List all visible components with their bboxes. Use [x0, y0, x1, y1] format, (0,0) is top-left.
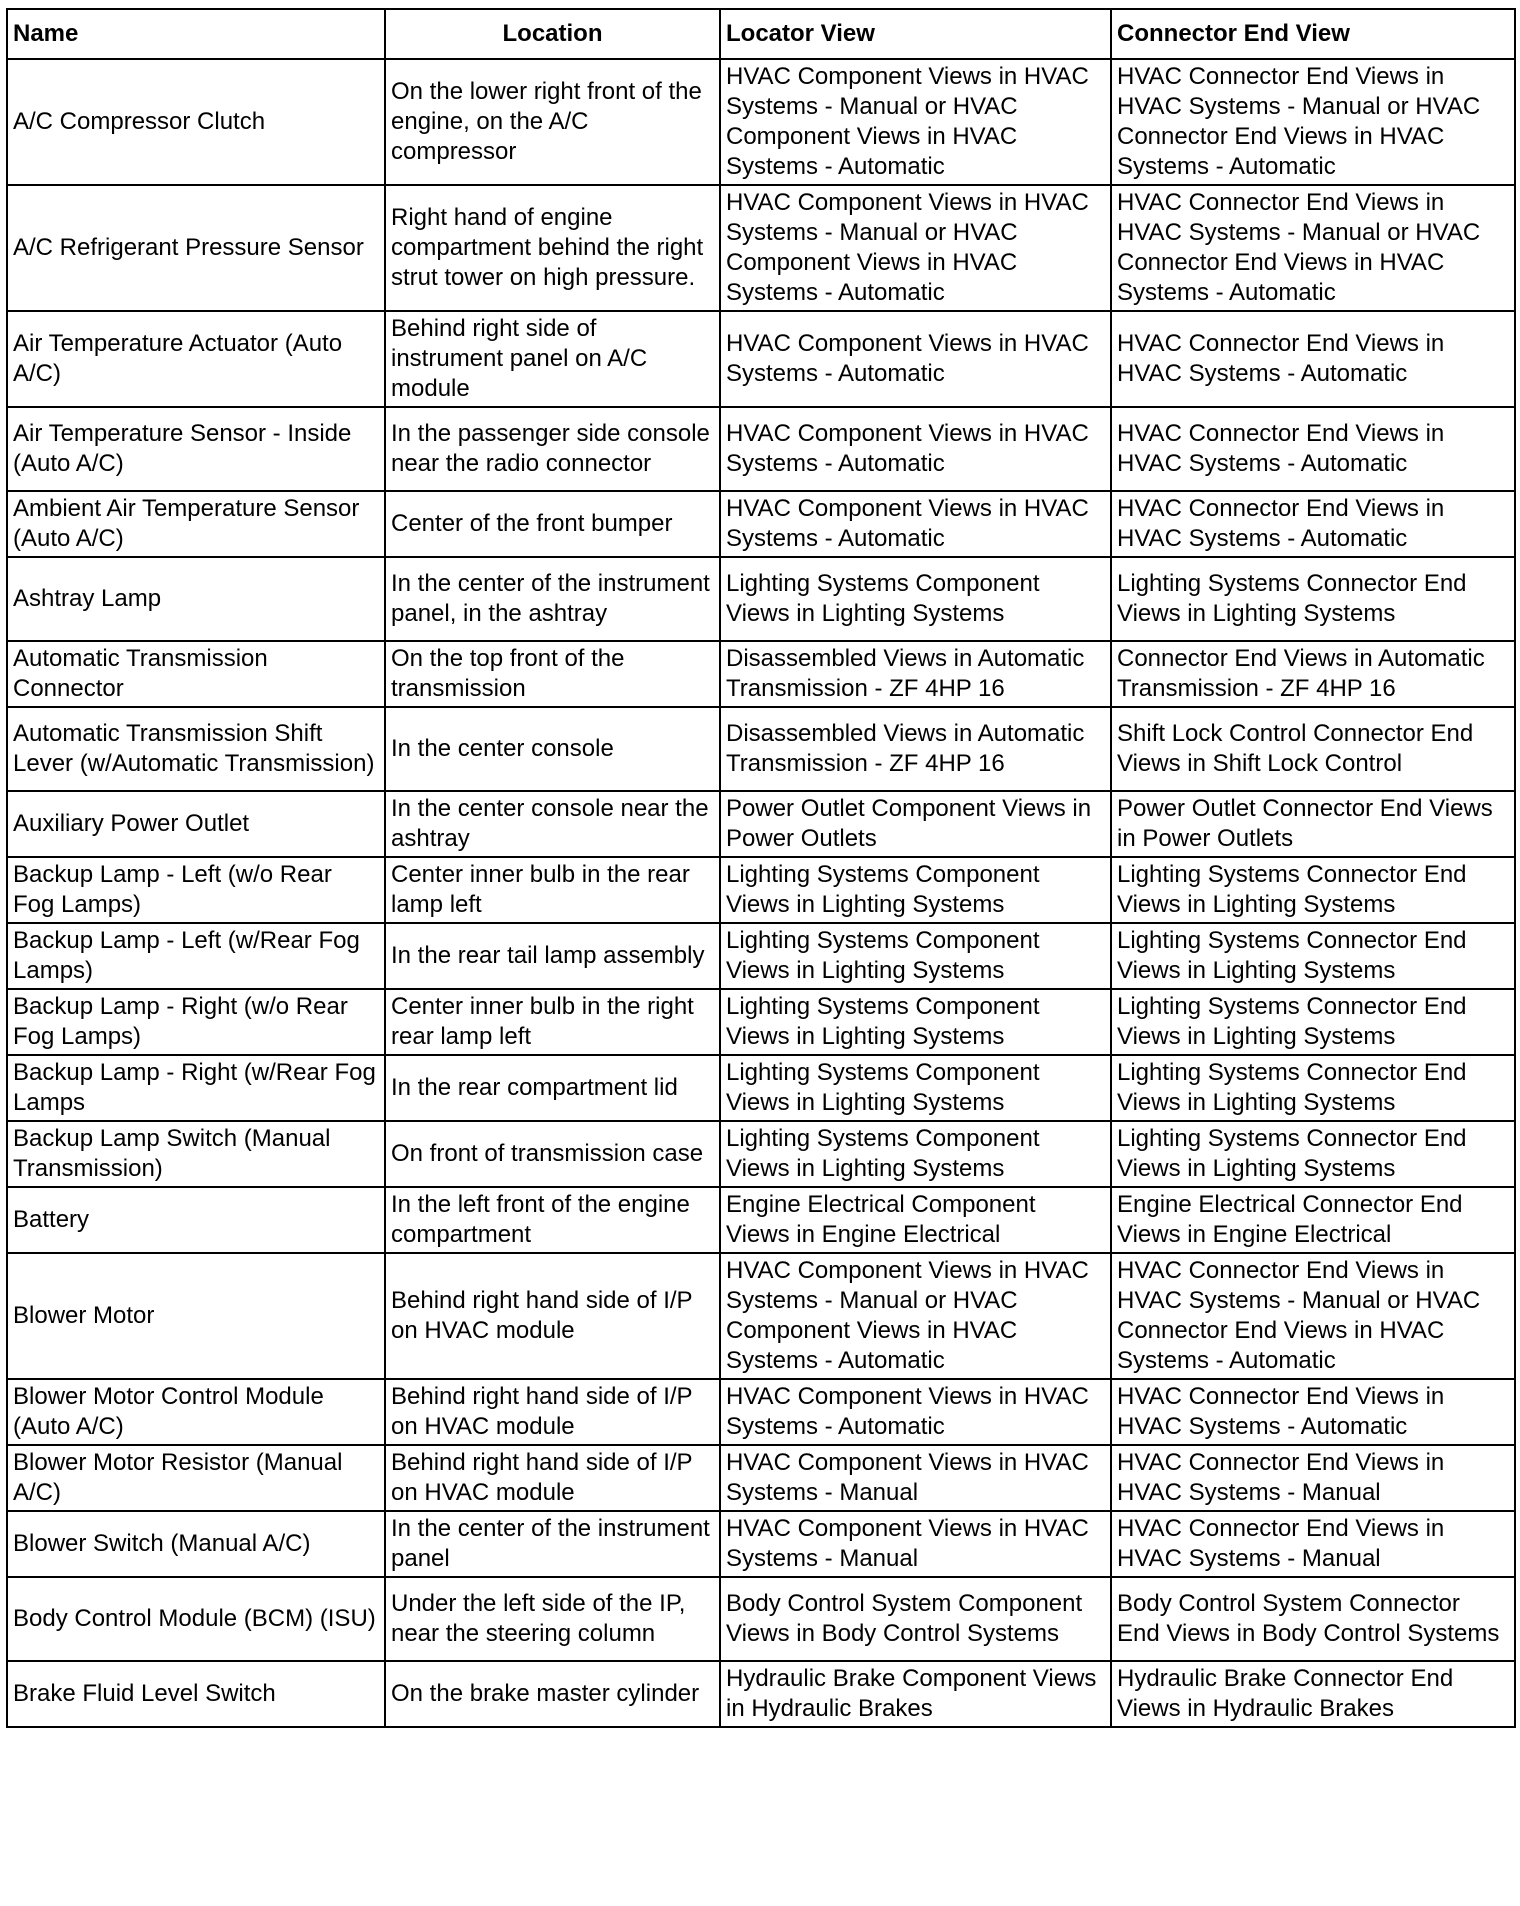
cell-locator-view: Lighting Systems Component Views in Lighting Systems	[720, 989, 1111, 1055]
header-connector-end-view: Connector End View	[1111, 9, 1515, 59]
cell-location: In the center console	[385, 707, 720, 791]
cell-name: Backup Lamp Switch (Manual Transmission)	[7, 1121, 385, 1187]
cell-locator-view: Engine Electrical Component Views in Engine Electrical	[720, 1187, 1111, 1253]
table-row	[7, 1121, 1515, 1187]
table-row	[7, 1661, 1515, 1727]
cell-connector-end-view: HVAC Connector End Views in HVAC Systems - Manual or HVAC Connector End Views in HVAC Systems - Automatic	[1111, 59, 1515, 185]
cell-locator-view: Lighting Systems Component Views in Lighting Systems	[720, 1055, 1111, 1121]
cell-connector-end-view: HVAC Connector End Views in HVAC Systems - Manual or HVAC Connector End Views in HVAC Systems - Automatic	[1111, 185, 1515, 311]
cell-connector-end-view: Lighting Systems Connector End Views in Lighting Systems	[1111, 923, 1515, 989]
table-row	[7, 59, 1515, 185]
cell-connector-end-view: Engine Electrical Connector End Views in Engine Electrical	[1111, 1187, 1515, 1253]
cell-name: Blower Motor	[7, 1253, 385, 1379]
cell-connector-end-view: HVAC Connector End Views in HVAC Systems - Automatic	[1111, 1379, 1515, 1445]
cell-location: Center of the front bumper	[385, 491, 720, 557]
cell-locator-view: Lighting Systems Component Views in Lighting Systems	[720, 557, 1111, 641]
cell-location: Center inner bulb in the rear lamp left	[385, 857, 720, 923]
header-locator-view: Locator View	[720, 9, 1111, 59]
cell-connector-end-view: Shift Lock Control Connector End Views in Shift Lock Control	[1111, 707, 1515, 791]
component-locator-table	[6, 8, 1516, 1728]
table-row	[7, 491, 1515, 557]
table-row	[7, 1187, 1515, 1253]
cell-name: Air Temperature Actuator (Auto A/C)	[7, 311, 385, 407]
cell-name: Battery	[7, 1187, 385, 1253]
cell-locator-view: HVAC Component Views in HVAC Systems - Manual	[720, 1445, 1111, 1511]
cell-location: On front of transmission case	[385, 1121, 720, 1187]
table-row	[7, 557, 1515, 641]
cell-locator-view: Lighting Systems Component Views in Lighting Systems	[720, 857, 1111, 923]
cell-location: On the top front of the transmission	[385, 641, 720, 707]
cell-name: Blower Motor Resistor (Manual A/C)	[7, 1445, 385, 1511]
table-row	[7, 1577, 1515, 1661]
table-row	[7, 1379, 1515, 1445]
cell-name: Backup Lamp - Right (w/Rear Fog Lamps	[7, 1055, 385, 1121]
cell-connector-end-view: HVAC Connector End Views in HVAC Systems - Manual	[1111, 1511, 1515, 1577]
cell-connector-end-view: HVAC Connector End Views in HVAC Systems - Automatic	[1111, 491, 1515, 557]
cell-locator-view: Disassembled Views in Automatic Transmission - ZF 4HP 16	[720, 707, 1111, 791]
cell-locator-view: Lighting Systems Component Views in Lighting Systems	[720, 1121, 1111, 1187]
cell-locator-view: Hydraulic Brake Component Views in Hydraulic Brakes	[720, 1661, 1111, 1727]
cell-location: In the rear tail lamp assembly	[385, 923, 720, 989]
cell-name: Backup Lamp - Right (w/o Rear Fog Lamps)	[7, 989, 385, 1055]
cell-connector-end-view: Body Control System Connector End Views in Body Control Systems	[1111, 1577, 1515, 1661]
table-row	[7, 791, 1515, 857]
cell-connector-end-view: Power Outlet Connector End Views in Power Outlets	[1111, 791, 1515, 857]
cell-locator-view: Power Outlet Component Views in Power Outlets	[720, 791, 1111, 857]
cell-name: Brake Fluid Level Switch	[7, 1661, 385, 1727]
cell-connector-end-view: Hydraulic Brake Connector End Views in Hydraulic Brakes	[1111, 1661, 1515, 1727]
table-row	[7, 407, 1515, 491]
cell-location: In the rear compartment lid	[385, 1055, 720, 1121]
cell-name: Automatic Transmission Connector	[7, 641, 385, 707]
cell-name: Auxiliary Power Outlet	[7, 791, 385, 857]
cell-locator-view: HVAC Component Views in HVAC Systems - Automatic	[720, 1379, 1111, 1445]
cell-name: A/C Refrigerant Pressure Sensor	[7, 185, 385, 311]
cell-location: On the brake master cylinder	[385, 1661, 720, 1727]
cell-name: Body Control Module (BCM) (ISU)	[7, 1577, 385, 1661]
cell-location: In the center of the instrument panel	[385, 1511, 720, 1577]
table-row	[7, 989, 1515, 1055]
cell-connector-end-view: Lighting Systems Connector End Views in Lighting Systems	[1111, 857, 1515, 923]
cell-connector-end-view: Lighting Systems Connector End Views in Lighting Systems	[1111, 1121, 1515, 1187]
cell-location: On the lower right front of the engine, on the A/C compressor	[385, 59, 720, 185]
cell-connector-end-view: Lighting Systems Connector End Views in Lighting Systems	[1111, 1055, 1515, 1121]
cell-location: In the passenger side console near the radio connector	[385, 407, 720, 491]
table-row	[7, 1445, 1515, 1511]
cell-name: Blower Switch (Manual A/C)	[7, 1511, 385, 1577]
cell-location: Under the left side of the IP, near the steering column	[385, 1577, 720, 1661]
cell-connector-end-view: Lighting Systems Connector End Views in Lighting Systems	[1111, 989, 1515, 1055]
cell-locator-view: HVAC Component Views in HVAC Systems - Manual or HVAC Component Views in HVAC Systems - Automatic	[720, 185, 1111, 311]
cell-location: Right hand of engine compartment behind the right strut tower on high pressure.	[385, 185, 720, 311]
cell-connector-end-view: HVAC Connector End Views in HVAC Systems - Manual or HVAC Connector End Views in HVAC Systems - Automatic	[1111, 1253, 1515, 1379]
table-row	[7, 923, 1515, 989]
cell-connector-end-view: HVAC Connector End Views in HVAC Systems - Automatic	[1111, 407, 1515, 491]
cell-connector-end-view: HVAC Connector End Views in HVAC Systems - Manual	[1111, 1445, 1515, 1511]
cell-locator-view: HVAC Component Views in HVAC Systems - Automatic	[720, 311, 1111, 407]
cell-name: Backup Lamp - Left (w/Rear Fog Lamps)	[7, 923, 385, 989]
cell-connector-end-view: HVAC Connector End Views in HVAC Systems - Automatic	[1111, 311, 1515, 407]
cell-location: In the center of the instrument panel, in the ashtray	[385, 557, 720, 641]
cell-locator-view: Body Control System Component Views in Body Control Systems	[720, 1577, 1111, 1661]
cell-name: A/C Compressor Clutch	[7, 59, 385, 185]
cell-locator-view: HVAC Component Views in HVAC Systems - Manual	[720, 1511, 1111, 1577]
table-header	[7, 9, 1515, 59]
table-row	[7, 185, 1515, 311]
cell-location: Behind right hand side of I/P on HVAC module	[385, 1253, 720, 1379]
cell-location: Behind right hand side of I/P on HVAC module	[385, 1445, 720, 1511]
table-row	[7, 311, 1515, 407]
header-location: Location	[385, 9, 720, 59]
cell-name: Backup Lamp - Left (w/o Rear Fog Lamps)	[7, 857, 385, 923]
cell-connector-end-view: Lighting Systems Connector End Views in Lighting Systems	[1111, 557, 1515, 641]
cell-connector-end-view: Connector End Views in Automatic Transmission - ZF 4HP 16	[1111, 641, 1515, 707]
cell-name: Air Temperature Sensor - Inside (Auto A/C)	[7, 407, 385, 491]
cell-locator-view: Lighting Systems Component Views in Lighting Systems	[720, 923, 1111, 989]
cell-name: Ambient Air Temperature Sensor (Auto A/C)	[7, 491, 385, 557]
cell-name: Automatic Transmission Shift Lever (w/Automatic Transmission)	[7, 707, 385, 791]
cell-locator-view: HVAC Component Views in HVAC Systems - Manual or HVAC Component Views in HVAC Systems - Automatic	[720, 1253, 1111, 1379]
cell-location: In the center console near the ashtray	[385, 791, 720, 857]
table-row	[7, 1511, 1515, 1577]
cell-name: Ashtray Lamp	[7, 557, 385, 641]
header-row	[7, 9, 1515, 59]
cell-location: Behind right hand side of I/P on HVAC module	[385, 1379, 720, 1445]
header-name: Name	[7, 9, 385, 59]
table-body	[7, 59, 1515, 1727]
cell-location: In the left front of the engine compartment	[385, 1187, 720, 1253]
table-row	[7, 641, 1515, 707]
cell-location: Behind right side of instrument panel on A/C module	[385, 311, 720, 407]
table-row	[7, 707, 1515, 791]
cell-location: Center inner bulb in the right rear lamp left	[385, 989, 720, 1055]
cell-locator-view: HVAC Component Views in HVAC Systems - Manual or HVAC Component Views in HVAC Systems - Automatic	[720, 59, 1111, 185]
table-row	[7, 1253, 1515, 1379]
table-row	[7, 1055, 1515, 1121]
cell-locator-view: HVAC Component Views in HVAC Systems - Automatic	[720, 491, 1111, 557]
cell-locator-view: HVAC Component Views in HVAC Systems - Automatic	[720, 407, 1111, 491]
cell-name: Blower Motor Control Module (Auto A/C)	[7, 1379, 385, 1445]
table-row	[7, 857, 1515, 923]
cell-locator-view: Disassembled Views in Automatic Transmission - ZF 4HP 16	[720, 641, 1111, 707]
